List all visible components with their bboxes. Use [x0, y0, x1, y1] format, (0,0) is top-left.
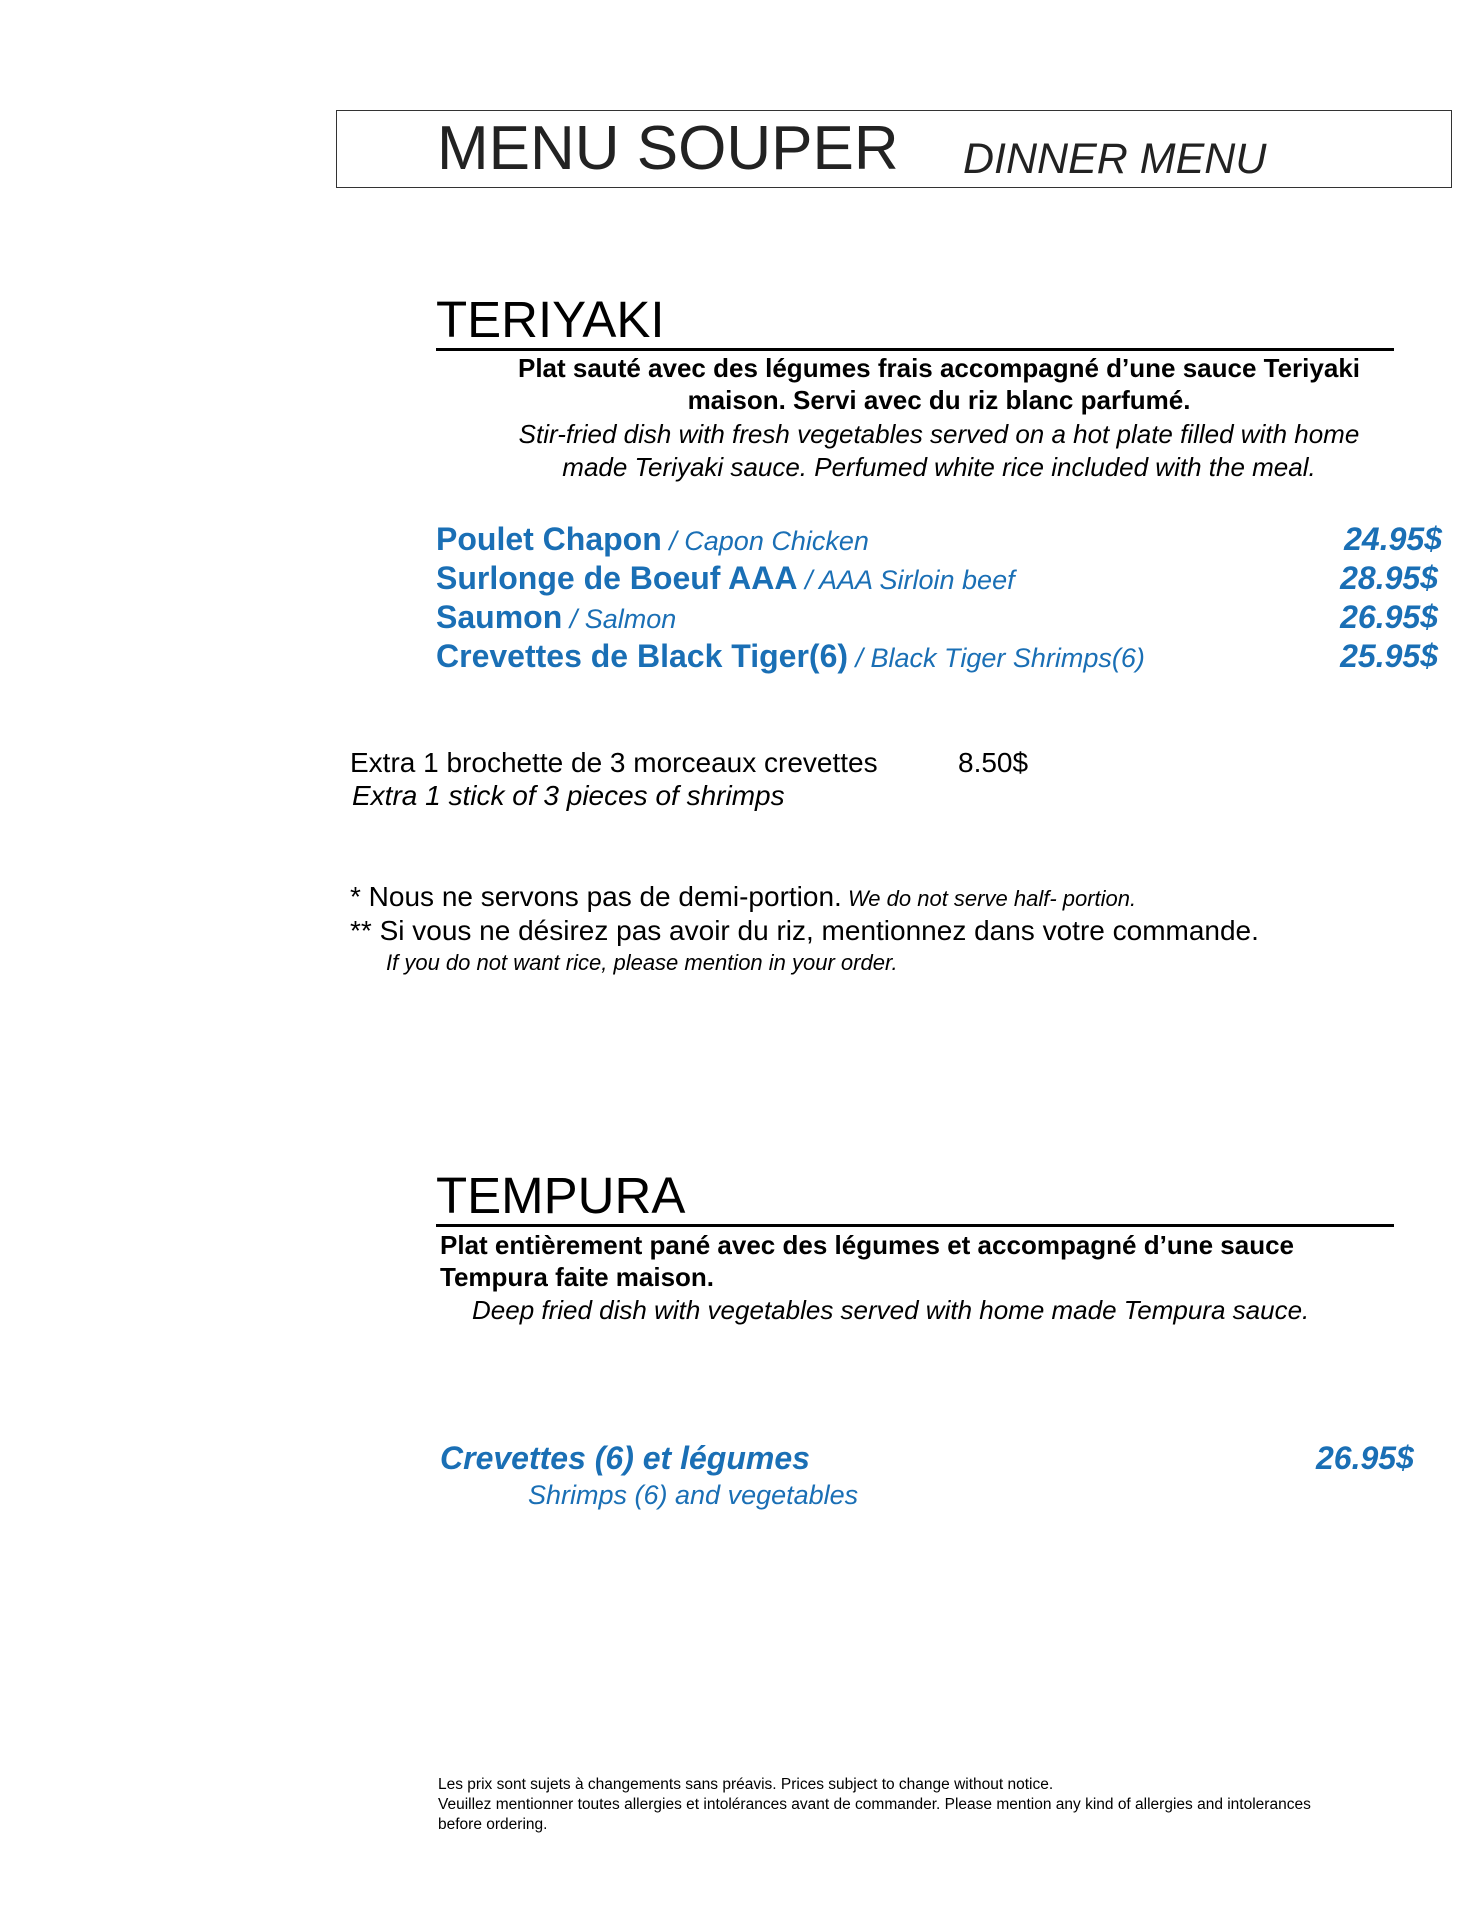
teriyaki-description-fr	[436, 352, 1442, 416]
teriyaki-description-en	[436, 418, 1442, 484]
dish-name-fr: Poulet Chapon	[436, 521, 662, 557]
dish-price: 24.95$	[1344, 521, 1442, 557]
dish-name-en: / Salmon	[562, 604, 677, 634]
tempura-section-title: TEMPURA	[436, 1168, 1394, 1227]
teriyaki-item-capon-chicken	[436, 521, 1442, 560]
footer-line-prices: Les prix sont sujets à changements sans préavis. Prices subject to change without notice.	[438, 1776, 1054, 1793]
extra-shrimp-skewer-en: Extra 1 stick of 3 pieces of shrimps	[352, 780, 785, 811]
note-half-portion-en: We do not serve half- portion.	[841, 886, 1137, 911]
note-half-portion	[350, 881, 1136, 913]
extra-shrimp-skewer-price: 8.50$	[958, 747, 1029, 778]
tempura-item-shrimps-vegetables-fr: Crevettes (6) et légumes	[440, 1440, 810, 1476]
tempura-description-fr	[440, 1229, 1440, 1293]
menu-title-box	[336, 110, 1452, 188]
teriyaki-desc-fr-line1: Plat sauté avec des légumes frais accompagné d’une sauce Teriyaki	[517, 353, 1361, 383]
note-no-rice-en: If you do not want rice, please mention in your order.	[386, 950, 898, 975]
footer-line-allergies-cont: before ordering.	[438, 1816, 548, 1833]
teriyaki-desc-en-line1: Stir-fried dish with fresh vegetables served on a hot plate filled with home	[518, 419, 1360, 449]
note-no-rice-fr: ** Si vous ne désirez pas avoir du riz, mentionnez dans votre commande.	[350, 915, 1259, 946]
tempura-description-en: Deep fried dish with vegetables served with home made Tempura sauce.	[472, 1295, 1310, 1325]
dish-name-en: / Black Tiger Shrimps(6)	[848, 643, 1145, 673]
dish-price: 28.95$	[1340, 560, 1438, 596]
tempura-desc-fr-line2: Tempura faite maison.	[440, 1262, 715, 1292]
menu-title-fr: MENU SOUPER	[437, 114, 899, 183]
teriyaki-item-salmon	[436, 599, 1442, 638]
dish-name-fr: Saumon	[436, 599, 563, 635]
footer-line-allergies: Veuillez mentionner toutes allergies et intolérances avant de commander. Please mention any kind of allergies and intolerances	[438, 1796, 1311, 1813]
teriyaki-item-black-tiger-shrimps	[436, 638, 1442, 677]
tempura-item-price: 26.95$	[1316, 1440, 1414, 1476]
teriyaki-section-title: TERIYAKI	[436, 292, 1394, 351]
note-half-portion-fr: * Nous ne servons pas de demi-portion.	[350, 881, 842, 912]
dish-name-en: / Capon Chicken	[661, 526, 869, 556]
teriyaki-item-sirloin-beef	[436, 560, 1442, 599]
tempura-desc-fr-line1: Plat entièrement pané avec des légumes et accompagné d’une sauce	[440, 1230, 1295, 1260]
dish-name-fr: Crevettes de Black Tiger(6)	[436, 638, 849, 674]
dish-price: 26.95$	[1340, 599, 1438, 635]
dish-name-en: / AAA Sirloin beef	[797, 565, 1015, 595]
extra-shrimp-skewer-fr: Extra 1 brochette de 3 morceaux crevettes	[350, 747, 878, 778]
tempura-item-shrimps-vegetables-en: Shrimps (6) and vegetables	[528, 1480, 859, 1510]
menu-title-en: DINNER MENU	[963, 135, 1267, 183]
dish-name-fr: Surlonge de Boeuf AAA	[436, 560, 798, 596]
teriyaki-desc-en-line2: made Teriyaki sauce. Perfumed white rice included with the meal.	[562, 452, 1316, 482]
dish-price: 25.95$	[1340, 638, 1438, 674]
teriyaki-desc-fr-line2: maison. Servi avec du riz blanc parfumé.	[687, 385, 1191, 415]
footer-notice	[438, 1775, 1458, 1835]
